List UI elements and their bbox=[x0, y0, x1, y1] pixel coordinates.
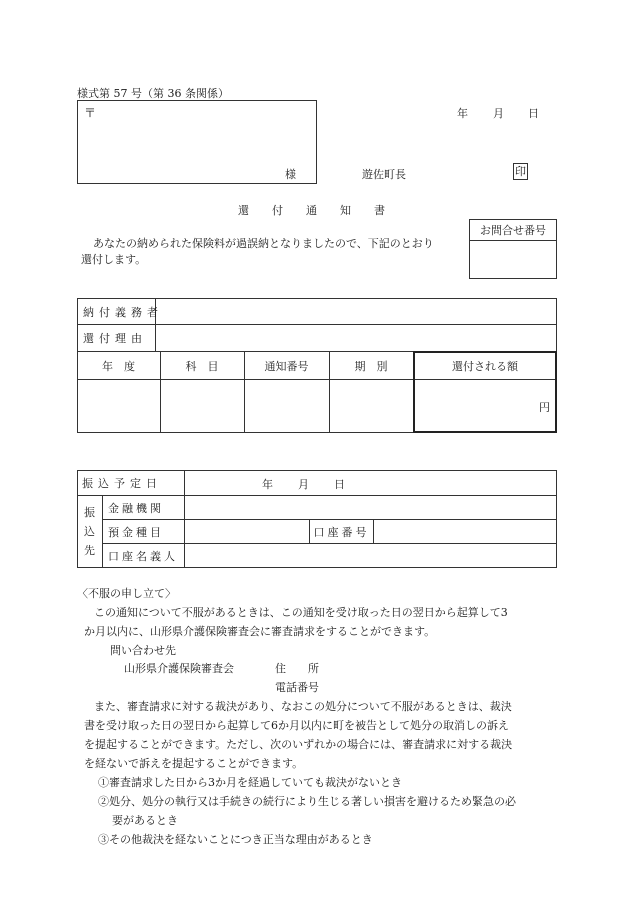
exception-item: ①審査請求した日から3か月を経過していても裁決がないとき bbox=[98, 776, 402, 789]
appeal-paragraph-line: また、審査請求に対する裁決があり、なおこの処分について不服があるときは、裁決 bbox=[94, 700, 512, 713]
account-number-value[interactable] bbox=[374, 520, 554, 543]
title-char: 書 bbox=[374, 204, 385, 217]
intro-line: あなたの納められた保険料が過誤納となりましたので、下記のとおり bbox=[93, 237, 434, 250]
appeal-paragraph-line: この通知について不服があるときは、この通知を受け取った日の翌日から起算して3 bbox=[94, 606, 508, 619]
form-number: 様式第 57 号（第 36 条関係） bbox=[77, 87, 229, 100]
account-holder-value[interactable] bbox=[185, 544, 555, 568]
exception-item: 要があるとき bbox=[112, 814, 178, 827]
contact-label: 問い合わせ先 bbox=[110, 644, 176, 657]
destination-label-char: 込 bbox=[84, 525, 95, 538]
reason-label: 還付理由 bbox=[83, 332, 147, 345]
scheduled-date-field[interactable] bbox=[185, 471, 555, 495]
date-year: 年 bbox=[457, 107, 468, 120]
destination-label-char: 先 bbox=[84, 544, 95, 557]
date-month: 月 bbox=[493, 107, 504, 120]
title-char: 知 bbox=[340, 204, 351, 217]
contact-address-label: 住 所 bbox=[275, 662, 319, 675]
bank-value[interactable] bbox=[185, 496, 555, 519]
appeal-paragraph-line: 書を受け取った日の翌日から起算して6か月以内に町を被告として処分の取消しの訴え bbox=[84, 719, 509, 732]
appeal-heading: 〈不服の申し立て〉 bbox=[77, 587, 176, 600]
contact-phone-label: 電話番号 bbox=[275, 681, 319, 694]
header-refund-amount: 還付される額 bbox=[452, 359, 518, 373]
divider bbox=[102, 495, 103, 568]
account-number-label: 口座番号 bbox=[313, 525, 370, 539]
appeal-paragraph-line: か月以内に、山形県介護保険審査会に審査請求をすることができます。 bbox=[84, 625, 436, 638]
destination-label-char: 振 bbox=[84, 506, 95, 519]
account-holder-label: 口座名義人 bbox=[108, 550, 178, 563]
header-fiscal-year: 年 度 bbox=[102, 359, 135, 373]
title-char: 通 bbox=[306, 204, 317, 217]
exception-item: ②処分、処分の執行又は手続きの続行により生じる著しい損害を避けるため緊急の必 bbox=[98, 795, 516, 808]
header-period: 期 別 bbox=[354, 359, 388, 373]
title-char: 還 bbox=[238, 204, 249, 217]
intro-line: 還付します。 bbox=[81, 253, 147, 266]
contact-organization: 山形県介護保険審査会 bbox=[124, 662, 234, 675]
header-notice-number: 通知番号 bbox=[264, 359, 309, 373]
seal-mark: 印 bbox=[515, 165, 526, 178]
value-fiscal-year[interactable] bbox=[77, 380, 160, 433]
account-type-value[interactable] bbox=[185, 520, 307, 543]
title-char: 付 bbox=[272, 204, 283, 217]
reason-value[interactable] bbox=[160, 325, 550, 351]
postal-mark: 〒 bbox=[84, 106, 97, 120]
bank-label: 金融機関 bbox=[108, 501, 164, 515]
appeal-paragraph-line: を提起することができます。ただし、次のいずれかの場合には、審査請求に対する裁決 bbox=[84, 738, 513, 751]
document-title bbox=[238, 202, 398, 218]
value-item[interactable] bbox=[160, 380, 244, 433]
scheduled-date-label: 振込予定日 bbox=[82, 477, 162, 490]
addressee-suffix: 様 bbox=[285, 168, 296, 181]
issuer-name: 遊佐町長 bbox=[362, 168, 406, 181]
account-type-label: 預金種目 bbox=[108, 525, 164, 539]
exception-item: ③その他裁決を経ないことにつき正当な理由があるとき bbox=[98, 833, 373, 846]
currency-unit: 円 bbox=[539, 401, 550, 414]
appeal-paragraph-line: を経ないで訴えを提起することができます。 bbox=[84, 757, 304, 770]
payer-label: 納付義務者 bbox=[83, 305, 163, 319]
value-refund-amount[interactable] bbox=[413, 380, 557, 433]
payer-value[interactable] bbox=[160, 299, 550, 324]
header-item: 科 目 bbox=[185, 359, 219, 373]
value-period[interactable] bbox=[329, 380, 413, 433]
inquiry-number-label: お問合せ番号 bbox=[470, 220, 556, 241]
date-day: 日 bbox=[528, 107, 539, 120]
scheduled-month: 月 bbox=[298, 478, 309, 491]
address-box[interactable] bbox=[77, 100, 317, 184]
value-notice-number[interactable] bbox=[244, 380, 329, 433]
inquiry-number-box[interactable] bbox=[469, 219, 557, 279]
scheduled-day: 日 bbox=[334, 478, 345, 491]
scheduled-year: 年 bbox=[262, 478, 273, 491]
